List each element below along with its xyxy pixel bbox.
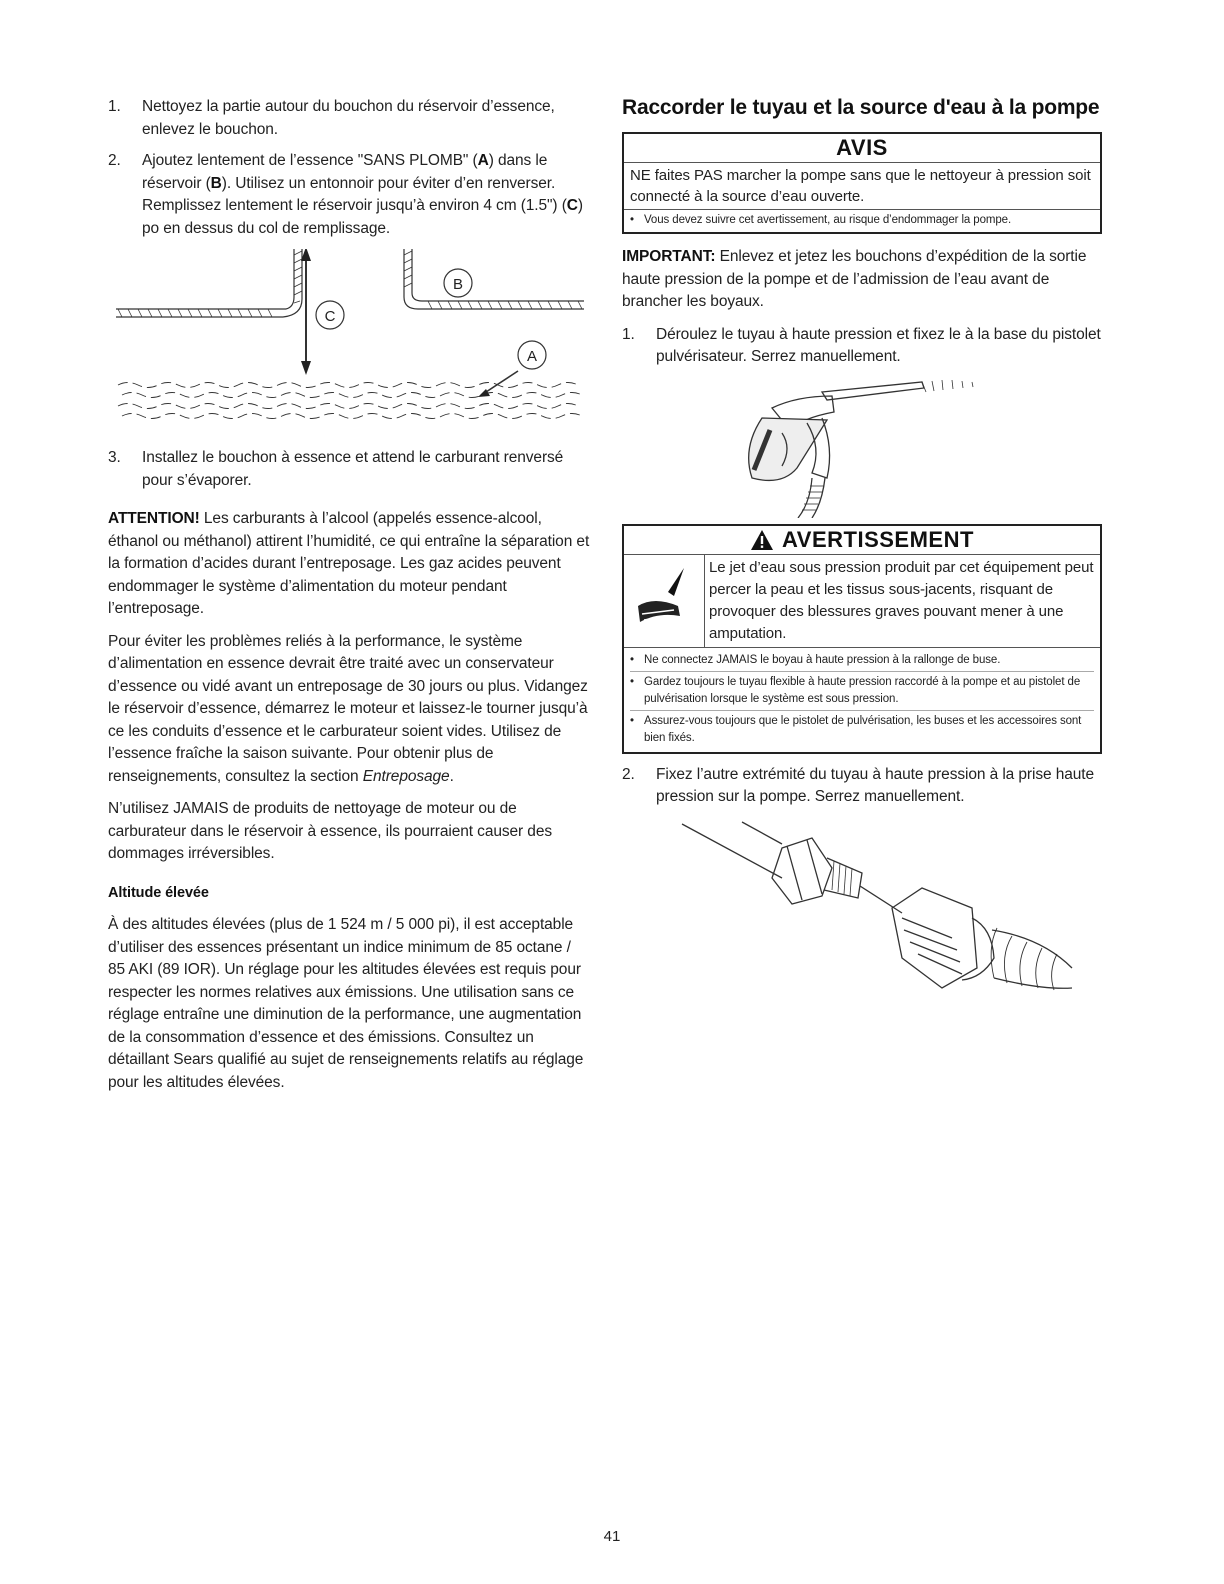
- right-step-1: [622, 324, 1102, 369]
- bullet-dot: •: [630, 653, 634, 666]
- step-number: 2.: [622, 765, 635, 783]
- step-2: [108, 150, 592, 240]
- bullet-text: Ne connectez JAMAIS le boyau à haute pression à la rallonge de buse.: [644, 653, 1001, 666]
- attention-paragraph: [108, 508, 592, 621]
- step-text: Déroulez le tuyau à haute pression et fixez le à la base du pistolet pulvérisateur. Serrez manuellement.: [656, 325, 1101, 365]
- warning-bullet: [630, 711, 1094, 749]
- step-text: Installez le bouchon à essence et attend le carburant renversé pour s’évaporer.: [142, 449, 564, 489]
- bullet-dot: •: [630, 714, 634, 727]
- storage-text-end: .: [449, 767, 454, 785]
- label-b: B: [210, 174, 222, 192]
- warning-triangle-icon: [750, 529, 774, 551]
- diagram-label-a: A: [527, 348, 537, 365]
- avis-bullets: [624, 210, 1100, 232]
- step-3: [108, 447, 592, 492]
- label-a: A: [477, 152, 489, 169]
- important-text: Enlevez et jetez les bouchons d’expédition de la sortie haute pression de la pompe et de l’admission de l’eau avant de brancher les boyaux.: [622, 248, 1087, 310]
- avis-title: AVIS: [624, 134, 1100, 163]
- step-text-part: ). Utilisez un entonnoir pour éviter d’en renverser. Remplissez lentement le réservoir jusqu’à environ 4 cm (1.5") (: [142, 174, 567, 214]
- altitude-subheading: Altitude élevée: [108, 884, 209, 901]
- warning-main-text: Le jet d’eau sous pression produit par cet équipement peut percer la peau et les tissus sous-jacents, risquant de provoquer des blessures graves pouvant mener à une amputation.: [709, 558, 1094, 642]
- bullet-text: Gardez toujours le tuyau flexible à haute pression raccordé à la pompe et au pistolet de pulvérisation lorsque le système est sous pression.: [644, 675, 1081, 705]
- storage-paragraph: [108, 631, 592, 789]
- warning-box: [622, 524, 1102, 754]
- bullet-dot: •: [630, 214, 634, 226]
- altitude-paragraph: À des altitudes élevées (plus de 1 524 m / 5 000 pi), il est acceptable d’utiliser des essences présentant un indice minimum de 85 octane / 85 AKI (89 IOR). Un réglage pour les altitudes élevées est requis pour respecter les normes relatives aux émissions. Une utilisation sans ce réglage entraîne une diminution de la performance, une augmentation de la consommation d’essence et des émissions. Consultez un détaillant Sears qualifié au sujet de renseignements relatifs au réglage pour les altitudes élevées.: [108, 916, 584, 1091]
- injection-hazard-icon: [624, 555, 705, 647]
- attention-label: ATTENTION!: [108, 510, 200, 527]
- bullet-text: Vous devez suivre cet avertissement, au risque d’endommager la pompe.: [644, 214, 1012, 226]
- step-1: [108, 96, 592, 141]
- step-text: Fixez l’autre extrémité du tuyau à haute pression à la prise haute pression sur la pompe. Serrez manuellement.: [656, 765, 1094, 805]
- never-paragraph: N’utilisez JAMAIS de produits de nettoyage de moteur ou de carburateur dans le réservoir à essence, ils pourraient causer des dommages irréversibles.: [108, 800, 552, 862]
- step-text-part: ) dans le réservoir (: [142, 152, 548, 192]
- storage-text: Pour éviter les problèmes reliés à la performance, le système d’alimentation en essence devrait être traité avec un conservateur d’essence ou vidé avant un entreposage de 30 jours ou plus. Vidangez le réservoir d’essence, démarrez le moteur et laissez-le tourner jusqu’à ce les conduits d’essence et le carburateur soient vides. Utilisez de l’essence fraîche la saison suivante. Pour obtenir plus de renseignements, consultez la section: [108, 632, 588, 785]
- right-column: [622, 96, 1102, 998]
- step-text-part: ) po en dessus du col de remplissage.: [142, 197, 583, 237]
- storage-link-text: Entreposage: [362, 767, 450, 785]
- warning-bullets: [624, 648, 1100, 752]
- important-paragraph: [622, 246, 1102, 314]
- step-number: 3.: [108, 449, 121, 466]
- step-text: [142, 150, 592, 240]
- page-number: 41: [603, 1528, 621, 1545]
- right-step-2: [622, 764, 1102, 809]
- warning-bullet: [630, 672, 1094, 711]
- avis-main-text: NE faites PAS marcher la pompe sans que le nettoyeur à pression soit connecté à la source d’eau ouverte.: [624, 163, 1100, 210]
- diagram-label-b: B: [453, 276, 463, 293]
- section-heading: Raccorder le tuyau et la source d'eau à la pompe: [622, 96, 1100, 119]
- step-text: Nettoyez la partie autour du bouchon du réservoir d’essence, enlevez le bouchon.: [142, 98, 555, 138]
- attention-text: Les carburants à l’alcool (appelés essence-alcool, éthanol ou méthanol) attirent l’humidité, ce qui entraîne la séparation et la formation d’acides durant l’entreposage. Les gaz acides peuvent endommager le système d’alimentation du moteur pendant l’entreposage.: [108, 510, 590, 617]
- fuel-tank-diagram: [108, 249, 592, 439]
- avis-bullet: [630, 212, 1094, 229]
- label-c: C: [566, 197, 578, 214]
- diagram-label-c: C: [324, 308, 336, 325]
- warning-title-row: [624, 526, 1100, 555]
- warning-main-row: [624, 555, 1100, 648]
- bullet-text: Assurez-vous toujours que le pistolet de pulvérisation, les buses et les accessoires sont bien fixés.: [644, 714, 1082, 744]
- bullet-dot: •: [630, 675, 634, 688]
- step-text-part: Ajoutez lentement de l’essence "SANS PLOMB" (: [142, 152, 478, 169]
- step-number: 1.: [622, 325, 635, 343]
- hose-coupling-illustration: [622, 818, 1102, 998]
- step-number: 2.: [108, 152, 121, 169]
- step-number: 1.: [108, 98, 121, 115]
- important-label: IMPORTANT:: [622, 248, 716, 265]
- warning-bullet: [630, 650, 1094, 672]
- spray-gun-illustration: [622, 378, 1102, 518]
- left-column: [108, 96, 592, 1104]
- avis-box: [622, 132, 1102, 234]
- warning-title: AVERTISSEMENT: [782, 526, 974, 552]
